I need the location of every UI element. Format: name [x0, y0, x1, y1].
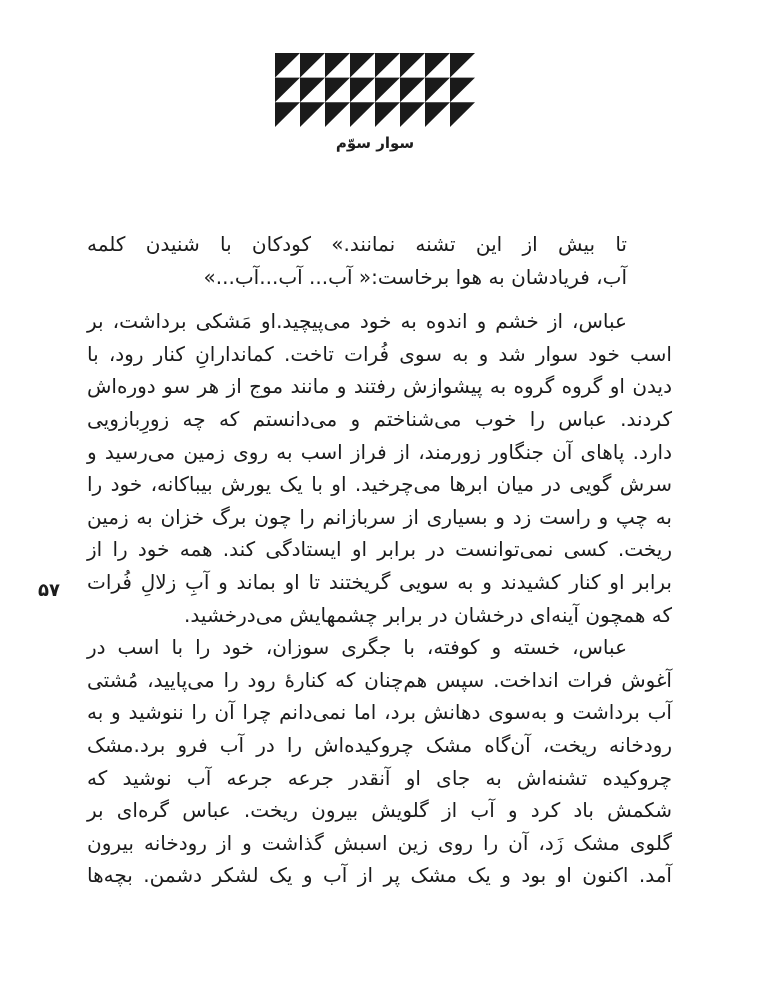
paragraph	[87, 631, 672, 892]
text-line: تا بیش از این تشنه نمانند.» کودکان با شنیدن کلمه	[87, 232, 627, 256]
text-line: دیدن او گروه گروه به پیشوازش رفتند و مانند موج از هر سو دوره‌اش	[87, 374, 672, 399]
text-line: آغوش فرات انداخت. سپس هم‌چنان که کنارهٔ رود را می‌پایید، مُشتی	[87, 667, 672, 692]
text-line: برابر او کنار کشیدند و به سویی گریختند تا او بماند و آبِ زلالِ فُرات	[87, 569, 672, 594]
text-line: سرش گویی در میان ابرها می‌چرخید. او با یک یورش بیباکانه، خود را	[87, 472, 672, 497]
chapter-title: سوار سوّم	[335, 134, 415, 152]
paragraph	[87, 305, 672, 631]
text-line: آب، فریادشان به هوا برخاست:« آب... آب...آب...»	[203, 264, 627, 289]
text-line: عباس، خسته و کوفته، با جگری سوزان، خود را با اسب در	[87, 635, 627, 660]
text-line: دارد. پاهای آن جنگاور زورمند، از فراز اسب به روی زمین می‌رسید و	[87, 439, 672, 464]
text-line: رودخانه ریخت، آن‌گاه مشک چروکیده‌اش را در آب فرو برد.مشک	[87, 732, 672, 757]
triangle-pattern-icon	[275, 53, 475, 127]
text-line: عباس، از خشم و اندوه به خود می‌پیچید.او مَشکی برداشت، بر	[87, 309, 627, 334]
text-line: آمد. اکنون او بود و یک مشک پر از آب و یک لشکر دشمن. بچه‌ها	[87, 863, 672, 888]
text-line: آب برداشت و به‌سوی دهانش برد، اما نمی‌دانم چرا آن را ننوشید و به	[87, 700, 672, 725]
text-line: گلوی مشک زَد، آن را روی زین اسبش گذاشت و از رودخانه بیرون	[87, 830, 672, 855]
text-line: شکمش باد کرد و آب از گلویش بیرون ریخت. عباس گره‌ای بر	[87, 798, 672, 823]
text-line: به چپ و راست زد و بسیاری از سربازانم را چون برگ خزان به زمین	[87, 504, 672, 529]
text-line: که همچون آینه‌ای درخشان در برابر چشمهایش می‌درخشید.	[184, 602, 672, 627]
text-line: ریخت. کسی نمی‌توانست در برابر او ایستادگی کند. همه خود را از	[87, 537, 672, 562]
text-line: چروکیده تشنه‌اش به جای او آنقدر جرعه جرعه آب نوشید که	[87, 765, 672, 790]
text-line: کردند. عباس را خوب می‌شناختم و می‌دانستم که چه زورِبازویی	[87, 406, 672, 431]
text-line: اسب خود سوار شد و به سوی فُرات تاخت. کماندارانِ کنار رود، با	[87, 341, 672, 366]
paragraph	[87, 228, 672, 293]
body-text	[87, 228, 672, 892]
page-number: ۵۷	[38, 580, 60, 601]
